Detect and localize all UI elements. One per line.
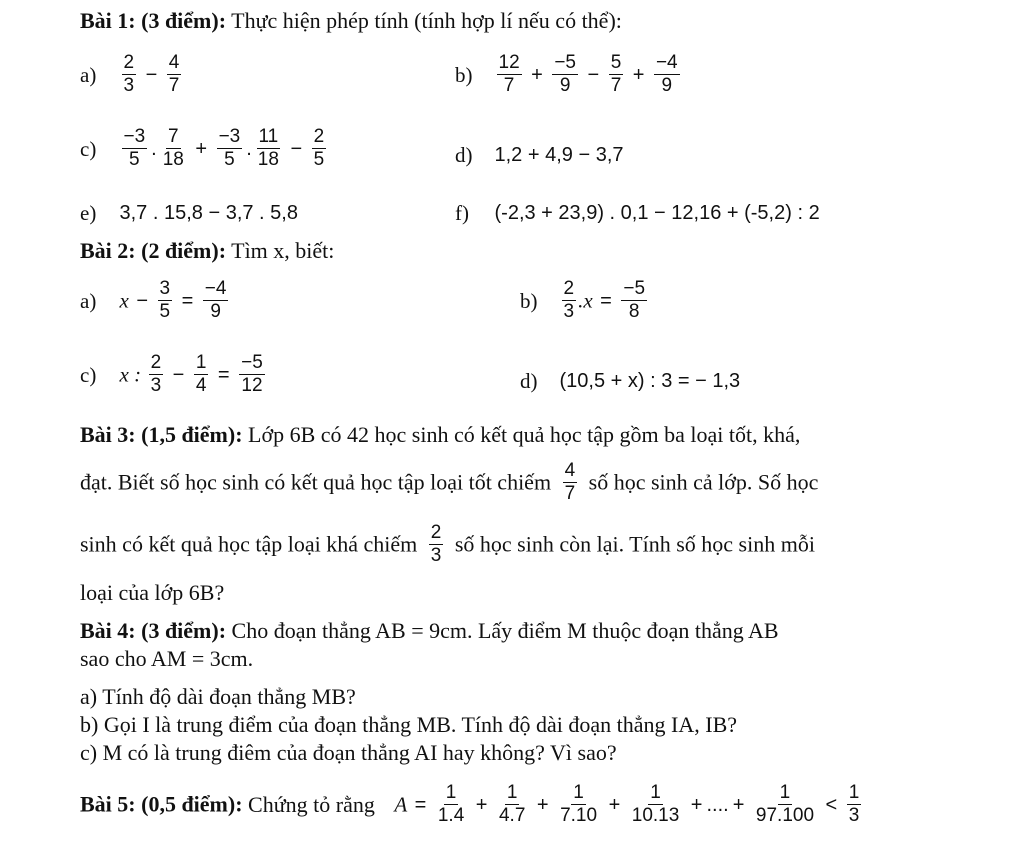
variable: x : bbox=[119, 362, 142, 387]
question-item: a) Tính độ dài đoạn thẳng MB? bbox=[80, 684, 356, 709]
bai4-line2 bbox=[80, 646, 253, 672]
bai5-line bbox=[80, 782, 863, 827]
expression: (-2,3 + 23,9) . 0,1 − 12,16 + (-5,2) : 2 bbox=[494, 201, 820, 224]
fraction: $\frac{11}{18}$ bbox=[257, 126, 279, 170]
operator: − bbox=[587, 63, 600, 86]
operator: + bbox=[690, 793, 703, 816]
item-label: a) bbox=[80, 288, 97, 313]
bai3-line2 bbox=[80, 460, 818, 505]
paragraph-text: số học sinh còn lại. Tính số học sinh mỗi bbox=[454, 531, 815, 557]
bai1-b bbox=[455, 52, 682, 97]
expression: 3,7 . 15,8 − 3,7 . 5,8 bbox=[119, 201, 298, 224]
paragraph-text: Chứng tỏ rằng bbox=[242, 791, 375, 817]
operator: + bbox=[531, 63, 543, 86]
item-label: c) bbox=[80, 136, 97, 161]
item-label: e) bbox=[80, 200, 97, 225]
fraction: $\frac{2}{5}$ bbox=[313, 126, 325, 170]
operator: = bbox=[600, 289, 612, 312]
fraction: $\frac{2}{3}$ bbox=[123, 52, 135, 96]
operator: . bbox=[246, 137, 252, 160]
fraction: $\frac{4}{7}$ bbox=[564, 460, 576, 504]
fraction: $\frac{2}{3}$ bbox=[563, 278, 575, 322]
operator: − bbox=[290, 137, 303, 160]
bai3-line3 bbox=[80, 522, 815, 567]
fraction: $\frac{-3}{5}$ bbox=[218, 126, 241, 170]
item-label: f) bbox=[455, 200, 469, 225]
fraction: $\frac{2}{3}$ bbox=[150, 352, 162, 396]
item-label: c) bbox=[80, 362, 97, 387]
bai4-c bbox=[80, 740, 617, 766]
fraction: $\frac{3}{5}$ bbox=[159, 278, 171, 322]
operator: = bbox=[414, 793, 427, 816]
fraction: $\frac{2}{3}$ bbox=[430, 522, 442, 566]
fraction: $\frac{-5}{8}$ bbox=[623, 278, 646, 322]
bai1-text: Thực hiện phép tính (tính hợp lí nếu có thể): bbox=[226, 8, 622, 33]
bai3-line4 bbox=[80, 580, 224, 606]
expression: (10,5 + x) : 3 = − 1,3 bbox=[559, 369, 741, 392]
paragraph-text: Cho đoạn thẳng AB = 9cm. Lấy điểm M thuộc đoạn thẳng AB bbox=[226, 618, 779, 643]
bai5-heading: Bài 5: (0,5 điểm): bbox=[80, 791, 243, 817]
bai2-b bbox=[520, 278, 649, 323]
variable: A bbox=[394, 792, 408, 817]
bai2-c bbox=[80, 352, 267, 397]
paragraph-text: Lớp 6B có 42 học sinh có kết quả học tập gồm ba loại tốt, khá, bbox=[242, 422, 801, 447]
operator: = bbox=[217, 363, 230, 386]
paragraph-text: sao cho AM = 3cm. bbox=[80, 646, 254, 671]
operator: − bbox=[172, 363, 185, 386]
fraction: $\frac{4}{7}$ bbox=[168, 52, 180, 96]
expression: 1,2 + 4,9 − 3,7 bbox=[494, 143, 624, 166]
item-label: d) bbox=[520, 368, 538, 393]
fraction: $\frac{1}{7.10}$ bbox=[560, 782, 598, 826]
fraction: $\frac{1}{4}$ bbox=[195, 352, 207, 396]
fraction: $\frac{-3}{5}$ bbox=[123, 126, 146, 170]
operator: + bbox=[195, 137, 208, 160]
fraction: $\frac{1}{1.4}$ bbox=[437, 782, 465, 826]
item-label: b) bbox=[455, 62, 473, 87]
paragraph-text: loại của lớp 6B? bbox=[80, 580, 225, 605]
fraction: $\frac{-5}{12}$ bbox=[241, 352, 263, 396]
fraction: $\frac{1}{4.7}$ bbox=[498, 782, 526, 826]
fraction: $\frac{1}{10.13}$ bbox=[631, 782, 680, 826]
bai2-a bbox=[80, 278, 230, 323]
bai1-a bbox=[80, 52, 183, 97]
bai2-d bbox=[520, 366, 740, 394]
bai1-f bbox=[455, 198, 820, 226]
item-label: a) bbox=[80, 62, 97, 87]
operator: − bbox=[145, 63, 158, 86]
question-item: c) M có là trung điêm của đoạn thẳng AI hay không? Vì sao? bbox=[80, 740, 617, 765]
fraction: $\frac{5}{7}$ bbox=[610, 52, 622, 96]
bai4-heading: Bài 4: (3 điểm): bbox=[80, 618, 227, 643]
bai1-e bbox=[80, 198, 298, 226]
bai2-heading: Bài 2: (2 điểm): bbox=[80, 238, 227, 263]
bai4-b bbox=[80, 712, 737, 738]
operator: . bbox=[151, 137, 157, 160]
operator: − bbox=[136, 289, 149, 312]
bai1-heading: Bài 1: (3 điểm): bbox=[80, 8, 227, 33]
operator: < bbox=[825, 793, 838, 816]
fraction: $\frac{12}{7}$ bbox=[498, 52, 520, 96]
operator: + bbox=[536, 793, 549, 816]
bai1-title bbox=[80, 8, 622, 34]
fraction: $\frac{1}{97.100}$ bbox=[755, 782, 815, 826]
operator: + bbox=[475, 793, 488, 816]
variable: .x bbox=[578, 288, 593, 313]
bai3-heading: Bài 3: (1,5 điểm): bbox=[80, 422, 243, 447]
question-item: b) Gọi I là trung điểm của đoạn thẳng MB. Tính độ dài đoạn thẳng IA, IB? bbox=[80, 712, 738, 737]
operator: + bbox=[608, 793, 621, 816]
bai2-text: Tìm x, biết: bbox=[226, 238, 335, 263]
paragraph-text: số học sinh cả lớp. Số học bbox=[588, 469, 819, 495]
bai1-c bbox=[80, 126, 328, 171]
fraction: $\frac{7}{18}$ bbox=[162, 126, 184, 170]
ellipsis: .... bbox=[706, 793, 729, 816]
bai4-line1 bbox=[80, 618, 779, 644]
operator: = bbox=[181, 289, 194, 312]
fraction: $\frac{-4}{9}$ bbox=[204, 278, 227, 322]
item-label: d) bbox=[455, 142, 473, 167]
bai1-d bbox=[455, 140, 624, 168]
fraction: $\frac{1}{3}$ bbox=[848, 782, 860, 826]
fraction: $\frac{-4}{9}$ bbox=[655, 52, 678, 96]
fraction: $\frac{-5}{9}$ bbox=[554, 52, 576, 96]
paragraph-text: sinh có kết quả học tập loại khá chiếm bbox=[80, 531, 418, 557]
paragraph-text: đạt. Biết số học sinh có kết quả học tập loại tốt chiếm bbox=[80, 469, 552, 495]
operator: + bbox=[632, 63, 645, 86]
operator: + bbox=[732, 793, 745, 816]
bai4-a bbox=[80, 684, 356, 710]
bai2-title bbox=[80, 238, 334, 264]
bai3-line1 bbox=[80, 422, 800, 448]
item-label: b) bbox=[520, 288, 538, 313]
variable: x bbox=[119, 288, 129, 313]
